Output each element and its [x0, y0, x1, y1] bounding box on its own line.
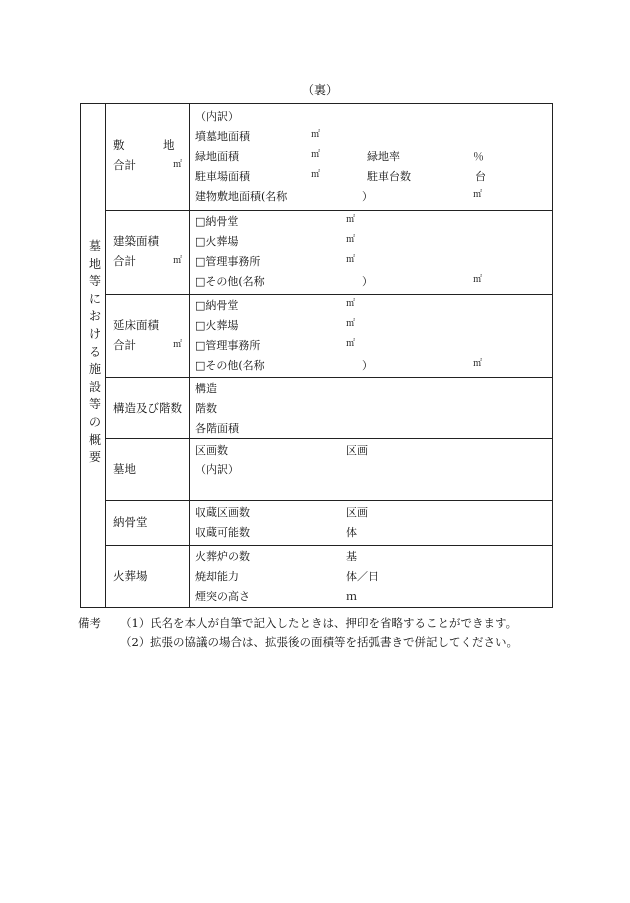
divider-horizontal [105, 545, 553, 546]
note-text: 拡張の協議の場合は、拡張後の面積等を括弧書きで併記してください。 [150, 635, 518, 649]
row-label: 収蔵区画数 [195, 506, 250, 519]
row-label: 火葬炉の数 [195, 550, 250, 563]
vertical-label-char: 施 [88, 362, 101, 377]
unit-label: ㎡ [346, 339, 356, 349]
checkbox-item: □管理事務所 [195, 255, 261, 268]
unit-label: ㎡ [473, 275, 483, 285]
row-label: 区画数 [195, 444, 228, 457]
unit-label: ㎡ [346, 255, 356, 265]
checkbox-item: □納骨堂 [195, 299, 239, 312]
cemetery-label: 墓地 [113, 462, 136, 476]
site-total-unit: ㎡ [173, 160, 183, 170]
unit-label: ㎡ [311, 150, 321, 160]
vertical-label-char: の [88, 415, 101, 429]
unit-label: 体／日 [346, 570, 379, 583]
site-label-1: 敷 [113, 138, 125, 152]
vertical-label-char: 墓 [88, 239, 101, 253]
bracket-close: ） [362, 359, 373, 372]
row-label: 緑地面積 [195, 150, 239, 163]
checkbox-item: □火葬場 [195, 319, 239, 332]
row-label: 煙突の高さ [195, 590, 250, 603]
building-area-total-label: 合計 [113, 254, 136, 268]
divider-horizontal [105, 210, 553, 211]
floor-area-total-label: 合計 [113, 338, 136, 352]
unit-label: ㎡ [346, 235, 356, 245]
site-total-label: 合計 [113, 158, 136, 172]
checkbox-item: □その他(名称 [195, 359, 265, 372]
checkbox-item: □その他(名称 [195, 275, 265, 288]
side-label: （裏） [302, 83, 339, 97]
divider-horizontal [105, 294, 553, 295]
notes-label: 備考 [78, 616, 101, 630]
unit-label: ㎡ [346, 299, 356, 309]
bracket-close: ） [362, 190, 373, 203]
divider-horizontal [105, 438, 553, 439]
unit-label: 区画 [346, 444, 368, 457]
divider-vertical [189, 103, 190, 608]
cemetery-breakdown-label: （内訳） [195, 463, 239, 476]
unit-label: ㎡ [311, 170, 321, 180]
row-label: 構造 [195, 382, 217, 395]
checkbox-item: □納骨堂 [195, 215, 239, 228]
unit-label: ㎡ [346, 319, 356, 329]
row-label: 墳墓地面積 [195, 130, 250, 143]
site-breakdown-label: （内訳） [195, 110, 239, 123]
note-number: （1） [120, 616, 151, 630]
unit-label: ㎡ [473, 190, 483, 200]
note-text: 氏名を本人が自筆で記入したときは、押印を省略することができます。 [150, 616, 518, 630]
row-label: 各階面積 [195, 422, 239, 435]
crematorium-label: 火葬場 [113, 569, 148, 583]
unit-label: 体 [346, 526, 357, 539]
row-label: 収蔵可能数 [195, 526, 250, 539]
row-label: 駐車場面積 [195, 170, 250, 183]
site-label-2: 地 [163, 138, 175, 152]
building-area-total-unit: ㎡ [173, 256, 183, 266]
unit-label: 区画 [346, 506, 368, 519]
vertical-label-char: る [88, 344, 101, 359]
unit-label: ｍ [346, 590, 357, 603]
building-area-label: 建築面積 [113, 234, 159, 248]
vertical-label-char: 設 [88, 379, 101, 394]
floor-area-label: 延床面積 [113, 318, 159, 332]
vertical-label-char: 地 [88, 256, 101, 271]
unit-label: ㎡ [346, 215, 356, 225]
floor-area-total-unit: ㎡ [173, 340, 183, 350]
row-label: 緑地率 [367, 150, 400, 163]
unit-label: 基 [346, 550, 357, 563]
row-label: 建物敷地面積(名称 [195, 190, 288, 203]
vertical-label-char: 等 [88, 397, 101, 412]
checkbox-item: □火葬場 [195, 235, 239, 248]
bracket-close: ） [362, 275, 373, 288]
structure-label: 構造及び階数 [113, 401, 182, 415]
vertical-label-char: け [88, 327, 101, 341]
unit-label: ㎡ [311, 130, 321, 140]
divider-vertical [105, 103, 106, 608]
row-label: 階数 [195, 402, 217, 415]
vertical-label-char: 要 [88, 450, 101, 465]
vertical-label-char: 概 [88, 432, 101, 447]
vertical-label-char: 等 [88, 274, 101, 289]
divider-horizontal [105, 377, 553, 378]
vertical-label-char: お [88, 309, 101, 324]
checkbox-item: □管理事務所 [195, 339, 261, 352]
vertical-label-char: に [88, 291, 101, 306]
row-label: 焼却能力 [195, 570, 239, 583]
ossuary-label: 納骨堂 [113, 515, 148, 529]
note-number: （2） [120, 635, 151, 649]
row-label: 駐車台数 [367, 170, 411, 183]
unit-label: ㎡ [473, 359, 483, 369]
divider-horizontal [105, 500, 553, 501]
unit-label: 台 [475, 170, 486, 183]
unit-label: ％ [473, 150, 484, 163]
